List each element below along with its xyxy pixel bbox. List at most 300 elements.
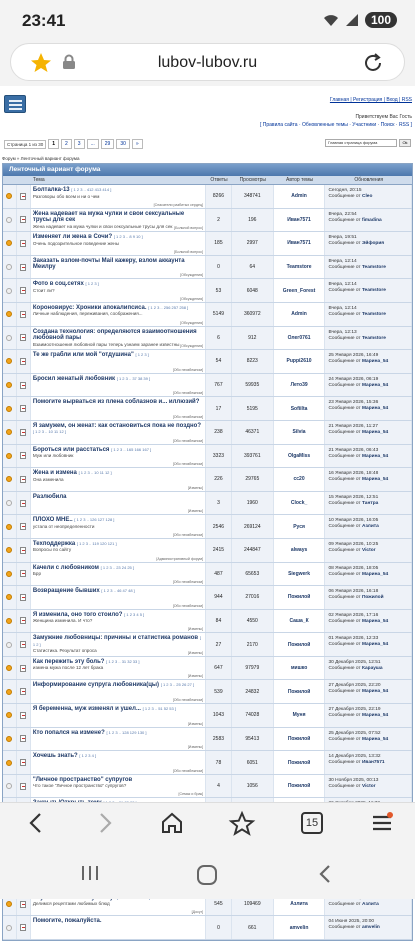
topic-category-link[interactable]: [Обо неизбежном] [172,603,204,608]
topic-status-icon [3,492,17,515]
topic-cell [31,775,206,798]
last-post-prefix: Сообщение от [328,689,361,695]
topic-type-icon [17,327,31,350]
topic-status-icon [3,657,17,680]
back-nav-icon[interactable] [316,864,334,884]
topic-title-link[interactable]: Информирование супруга любовника(цы) [32,682,160,689]
topic-type-icon [17,704,31,727]
last-post-date[interactable]: Вчера, 19:51 [328,235,357,241]
topic-views: 65653 [232,563,274,586]
table-row [3,515,412,539]
topic-views: 244847 [232,539,274,562]
col-views: Просмотры [239,177,267,183]
topic-title-link[interactable]: "Личное пространство" супругов [32,776,133,783]
last-post-prefix: Сообщение от [328,736,361,742]
topic-last-update [325,728,412,751]
topic-category-link[interactable]: [Обо неизбежном] [172,414,204,419]
topic-title-link[interactable]: Фото в соц.сетях [32,281,84,288]
topic-page-links[interactable]: [ 1 2 3 4 ] [79,753,97,759]
topic-author-link[interactable]: Саша_К [274,610,326,633]
topic-page-links[interactable]: [ 1 2 3 .. 10 11 12 ] [78,470,112,476]
topic-title-link[interactable]: Бросил женатый любовник [32,375,116,382]
page-link[interactable]: 30 [116,139,130,149]
topic-description: Женщина изменила. И что? [32,618,93,624]
table-row [3,445,412,469]
topic-type-icon [17,397,31,420]
topic-status-icon [3,633,17,656]
topic-description: устала от неопределенности [32,523,95,529]
topic-replies: 2583 [206,728,232,751]
topic-last-update [325,515,412,538]
last-post-author-link[interactable]: Азлита [361,901,379,907]
topic-title-link[interactable]: Я замужем, он женат: как остановиться пока не поздно? [32,422,201,429]
last-post-author-link[interactable]: Азлита [361,524,379,530]
topic-replies: 2415 [206,539,232,562]
topic-title-link[interactable]: Как пережить эту боль? [32,658,105,665]
topic-cell [31,421,206,444]
status-bar [0,0,415,40]
forward-icon[interactable] [92,811,116,835]
topic-category-link[interactable]: [Административный форум] [156,556,204,561]
last-post-author-link[interactable]: Марина_54 [361,453,389,459]
topic-title-link[interactable]: Техподдержка [32,540,76,547]
topic-page-links[interactable]: [ 1 2 3 .. 37 38 39 ] [116,375,151,381]
topic-type-icon [17,209,31,232]
last-post-date[interactable]: Вчера, 12:13 [328,329,357,335]
topic-type-icon [17,303,31,326]
top-nav-links[interactable]: Главная | Регистрация | Вход | RSS [329,97,412,103]
topic-page-links[interactable]: [ 1 2 3 ] [85,281,99,287]
last-post-author-link[interactable]: Марина_54 [361,382,389,388]
last-post-date[interactable]: 25 Декабря 2025, 07:52 [328,730,381,736]
topic-cell [31,185,206,208]
topic-description: Она изменила [32,476,64,482]
topic-description: Муж или любовник [32,453,74,459]
topic-views: 95413 [232,728,274,751]
url-field[interactable] [10,43,405,81]
topic-category-link[interactable]: [Обо неизбежном] [172,438,204,443]
topic-last-update [325,279,412,302]
table-row [3,209,412,233]
last-post-author-link[interactable]: Teamstore [361,264,386,270]
topic-author-link[interactable]: Clock_ [274,492,326,515]
topic-views: 393761 [232,445,274,468]
last-post-author-link[interactable]: Марина_54 [361,689,389,695]
topic-views: 6051 [232,751,274,774]
topic-replies: 84 [206,610,232,633]
topic-description: Статистика. Результат опроса [32,648,97,654]
topic-replies: 3 [206,492,232,515]
last-post-author-link[interactable]: Teamstore [361,288,386,294]
topic-cell [31,704,206,727]
last-post-author-link[interactable]: Пожилой [361,595,384,601]
breadcrumb[interactable]: Форум » Ленточный вариант форума [2,156,80,161]
topic-author-link[interactable]: Teamstore [274,256,326,279]
topic-author-link[interactable]: Руся [274,515,326,538]
topic-category-link[interactable]: [Семья и брак] [178,792,204,797]
topic-category-link[interactable]: [Обо неизбежном] [172,532,204,537]
topic-views: 1056 [232,775,274,798]
topic-cell [31,468,206,491]
topic-page-links[interactable]: [ 1 2 3 .. 31 32 33 ] [106,658,140,664]
reload-icon[interactable] [362,52,384,74]
topic-status-icon [3,751,17,774]
last-post-date[interactable]: 21 Января 2026, 06:43 [328,447,379,453]
topic-author-link[interactable]: Siegwerk [274,563,326,586]
topic-page-links[interactable]: [ 1 2 3 ] [135,352,149,358]
topic-description: Что такое "Личное пространство" супругов? [32,783,127,789]
topic-title-link[interactable]: Я беременна, муж изменял и ушел... [32,706,141,713]
topic-category-link[interactable]: [Обо неизбежном] [172,580,204,585]
topic-title-link[interactable]: Качели с любовником [32,564,99,571]
last-post-prefix: Сообщение от [328,477,361,483]
topic-author-link[interactable]: Пожилой [274,775,326,798]
topic-cell [31,374,206,397]
last-post-date[interactable]: 08 Января 2026, 18:05 [328,565,379,571]
topic-page-links[interactable]: [ 1 2 3 .. 51 52 53 ] [142,706,176,712]
last-post-author-link[interactable]: Teamstore [361,335,386,341]
topic-category-link[interactable]: [Обо неизбежном] [172,698,204,703]
table-row [3,303,412,327]
topic-author-link[interactable]: always [274,539,326,562]
topic-page-links[interactable]: [ 1 2 3 .. 165 166 167 ] [111,446,152,452]
last-post-date[interactable]: Вчера, 22:54 [328,211,357,217]
topic-title-link[interactable]: Жена и измена [32,470,77,477]
topic-category-link[interactable]: [Спасатели разбитых сердец] [153,202,204,207]
topic-category-link[interactable]: [Больной вопрос] [174,226,204,231]
topic-title-link[interactable]: Замужние любовницы: причины и статистика романов [32,635,199,642]
topic-author-link[interactable]: Пожилой [274,586,326,609]
topic-title-link[interactable]: Возвращение бывших [32,588,100,595]
topic-author-link[interactable]: Admin [274,185,326,208]
last-post-prefix: Сообщение от [328,783,361,789]
forum-title: Ленточный вариант форума [3,164,412,176]
last-post-author-link[interactable]: Тантра [361,500,379,506]
last-post-date[interactable]: Вчера, 12:14 [328,305,357,311]
topic-views: 109469 [232,893,274,916]
last-post-author-link[interactable]: Карауша [361,665,383,671]
topic-author-link[interactable]: Пожилой [274,728,326,751]
topic-page-links[interactable]: [ 1 2 3 .. 119 120 121 ] [76,540,117,546]
topic-type-icon [17,185,31,208]
topic-status-icon [3,397,17,420]
last-post-date[interactable]: 24 Января 2026, 06:19 [328,376,379,382]
last-post-author-link[interactable]: Cleo [361,194,373,199]
topic-page-links[interactable]: [ 1 2 3 .. 412 413 414 ] [71,187,112,192]
topic-status-icon [3,232,17,255]
topic-title-link[interactable]: Кто попался на измене? [32,729,105,736]
topic-title-link[interactable]: Создана технология: определяются взаимоотношения любовной пары [32,328,197,342]
last-post-prefix: Сообщение от [328,429,361,435]
topic-title-link[interactable]: ПЛОХО МНЕ.. [32,517,73,524]
topic-title-link[interactable]: Заказать взлом-почты Mail кажеру, взлом аккаунта Меилру [32,257,185,271]
greeting-text: Приветствуем Вас Гость [355,114,412,120]
topic-cell [31,279,206,302]
topic-category-link[interactable]: [Измены] [187,721,204,726]
last-post-date[interactable]: Вчера, 12:14 [328,258,357,264]
topic-author-link[interactable]: Green_Forest [274,279,326,302]
topic-replies: 487 [206,563,232,586]
table-row [3,775,412,799]
topic-author-link[interactable]: Муня [274,704,326,727]
last-post-date[interactable]: 27 Декабря 2025, 22:20 [328,683,381,689]
home-nav-icon[interactable] [196,864,218,886]
last-post-author-link[interactable]: Марина_54 [361,713,389,719]
topic-category-link[interactable]: [Больной вопрос] [174,249,204,254]
topic-views: 196 [232,209,274,232]
topic-status-icon [3,468,17,491]
signal-icon [345,13,359,27]
last-post-author-link[interactable]: Марина_54 [361,429,389,435]
topic-title-link[interactable]: Помогите вырваться из плена соблазнов и... иллюзий? [32,399,200,406]
topic-author-link[interactable]: мишко [274,657,326,680]
topic-author-link[interactable]: Silvia [274,421,326,444]
topic-status-icon [3,515,17,538]
page-info: Страница 1 из 30 [4,140,46,149]
page-link[interactable]: 2 [61,139,72,149]
topic-cell [31,657,206,680]
topic-title-link[interactable]: Помогите, пожалуйста. [32,918,102,925]
last-post-date[interactable]: Сегодня, 20:15 [328,188,362,193]
topic-last-update [325,209,412,232]
topic-author-link[interactable]: Олег0761 [274,327,326,350]
table-header [3,176,412,185]
last-post-date[interactable]: 04 Июня 2025, 20:00 [328,919,375,925]
topic-cell [31,327,206,350]
last-post-author-link[interactable]: Эйфория [361,241,385,247]
topic-category-link[interactable]: [Обсуждения] [180,273,204,278]
last-post-author-link[interactable]: Victor [361,783,376,789]
topic-page-links[interactable]: [ 1 2 3 .. 46 47 48 ] [101,588,135,594]
table-row [3,704,412,728]
topic-category-link[interactable]: [Досуг] [191,910,204,915]
tabs-button[interactable]: 15 [301,812,323,834]
next-page-link[interactable]: » [132,139,143,149]
last-post-date[interactable]: 21 Января 2026, 11:27 [328,423,378,429]
forum-jump-select[interactable]: Главная страница форума [325,139,397,147]
topic-author-link[interactable]: Азлита [274,893,326,916]
topic-title-link[interactable]: Изменяет ли жена в Сочи? [32,234,113,241]
last-post-date[interactable]: 30 Декабря 2025, 12:51 [328,659,381,665]
last-post-prefix: Сообщение от [328,264,361,270]
topic-cell [31,303,206,326]
topic-last-update [325,256,412,279]
last-post-author-link[interactable]: amvelin [361,925,380,931]
secondary-nav-links[interactable]: [ Правила сайта · Обновленные темы · Участники · Поиск · RSS ] [260,122,412,128]
topic-type-icon [17,256,31,279]
last-post-date[interactable]: 09 Января 2026, 10:25 [328,541,379,547]
page-link[interactable]: 3 [74,139,85,149]
menu-icon[interactable] [370,811,394,835]
forum-jump-button[interactable]: Ok [399,139,411,147]
topic-status-icon [3,256,17,279]
topic-page-links[interactable]: [ 1 2 3 4 5 ] [124,611,145,617]
topic-views: 5195 [232,397,274,420]
last-post-date[interactable]: 30 Ноября 2025, 00:13 [328,777,379,783]
topic-category-link[interactable]: [Измены] [187,674,204,679]
topic-last-update [325,775,412,798]
topic-page-links[interactable]: [ 1 2 3 .. 23 24 25 ] [100,564,134,570]
topic-category-link[interactable]: [Измены] [187,509,204,514]
last-post-date[interactable]: 10 Января 2026, 16:05 [328,518,379,524]
last-post-prefix: Сообщение от [328,665,361,671]
table-row [3,728,412,752]
topic-title-link[interactable]: Я изменила, оно того стоило? [32,611,123,618]
topic-title-link[interactable]: Разлюбила [32,493,67,500]
topic-description: Разговоры обо всем и ни о чем [32,193,100,199]
page-link[interactable]: ... [87,139,99,149]
topic-category-link[interactable]: [Обсуждения] [180,296,204,301]
topic-title-link[interactable]: Жена надевает на мужа чулки и свои сексуальные трусы для сек [32,210,185,224]
last-post-author-link[interactable]: fimadina [361,217,382,223]
topic-category-link[interactable]: [Обсуждения] [180,320,204,325]
last-post-prefix: Сообщение от [328,618,361,624]
last-post-date[interactable]: 23 Января 2026, 15:36 [328,400,379,406]
topic-replies: 185 [206,232,232,255]
topic-page-links[interactable]: [ 1 2 3 .. 256 257 258 ] [148,304,189,310]
table-row [3,610,412,634]
last-post-author-link[interactable]: Марина_54 [361,618,389,624]
topic-author-link[interactable]: Puppi2610 [274,350,326,373]
table-row [3,751,412,775]
last-post-date[interactable]: 02 Января 2026, 17:16 [328,612,379,618]
topic-cell [31,728,206,751]
last-post-prefix: Сообщение от [328,901,361,907]
topic-author-link[interactable]: OlgaMiss [274,445,326,468]
topic-replies: 238 [206,421,232,444]
topic-category-link[interactable]: [Измены] [187,485,204,490]
topic-title-link[interactable]: Короновирус: Хроники апокалипсиса. [32,304,147,311]
page-link[interactable]: 29 [101,139,115,149]
topic-author-link[interactable]: Лето39 [274,374,326,397]
topic-category-link[interactable]: [Обо неизбежном] [172,391,204,396]
last-post-author-link[interactable]: Марина_54 [361,736,389,742]
topic-last-update [325,303,412,326]
topic-category-link[interactable]: [Измены] [187,650,204,655]
topic-type-icon [17,916,31,939]
table-row [3,586,412,610]
page-link[interactable]: 1 [48,139,59,149]
topic-category-link[interactable]: [Обо неизбежном] [172,768,204,773]
last-post-date[interactable]: 01 Января 2026, 12:33 [328,636,379,642]
col-updates: Обновления [354,177,384,183]
last-post-date[interactable]: 14 Декабря 2025, 13:32 [328,754,381,760]
topic-author-link[interactable]: cc20 [274,468,326,491]
topic-description: Делимся рецептами любимых блюд [32,901,110,907]
last-post-prefix: Сообщение от [328,359,361,365]
recent-apps-icon[interactable] [80,864,100,882]
topic-page-links[interactable]: [ 1 2 3 .. 10 11 12 ] [32,429,66,435]
last-post-author-link[interactable]: Марина_54 [361,477,389,483]
topic-title-link[interactable]: Те же грабли или мой "отдушина" [32,352,134,359]
topic-last-update [325,445,412,468]
system-nav-bar [0,845,415,899]
topic-status-icon [3,350,17,373]
topic-description: Взаимоотношения любовной пары теперь узнаем заранее известны [32,341,180,347]
home-icon[interactable] [160,811,184,835]
topic-cell [31,586,206,609]
last-post-date[interactable]: 06 Января 2026, 16:18 [328,589,379,595]
topic-author-link[interactable]: Иван7571 [274,232,326,255]
last-post-author-link[interactable]: Иван7571 [361,760,385,766]
last-post-prefix: Сообщение от [328,288,361,294]
topic-author-link[interactable]: Пожилой [274,751,326,774]
topic-type-icon [17,421,31,444]
topic-views: 46371 [232,421,274,444]
topic-page-links[interactable]: [ 1 2 3 .. 128 129 130 ] [106,729,147,735]
site-menu-logo[interactable] [4,95,26,113]
topic-page-links[interactable]: [ 1 2 3 .. 25 26 27 ] [160,682,195,688]
topic-views: 74028 [232,704,274,727]
col-author: Автор темы [286,177,314,183]
topic-last-update [325,374,412,397]
forum-jump [325,139,411,147]
topic-category-link[interactable]: [Обо неизбежном] [172,462,204,467]
topic-page-links[interactable]: [ 1 2 3 .. 126 127 128 ] [74,517,115,523]
battery-icon: 100 [365,12,397,28]
last-post-author-link[interactable]: Марина_54 [361,571,389,577]
last-post-date[interactable]: 15 Января 2026, 12:51 [328,494,379,500]
topic-last-update [325,468,412,491]
topic-title-link[interactable]: Хочешь знать? [32,753,78,760]
last-post-date[interactable]: Вчера, 12:14 [328,282,357,288]
topic-type-icon [17,445,31,468]
topic-title-link[interactable]: Болталка-13 [32,187,70,193]
topic-last-update [325,185,412,208]
topic-author-link[interactable]: Admin [274,303,326,326]
last-post-author-link[interactable]: Марина_54 [361,406,389,412]
topic-page-links[interactable]: [ 1 2 3 .. 8 9 10 ] [113,234,143,240]
last-post-date[interactable]: 25 Января 2026, 16:49 [328,353,379,359]
topic-last-update [325,680,412,703]
last-post-date[interactable]: 16 Января 2026, 18:48 [328,471,379,477]
last-post-author-link[interactable]: Teamstore [361,311,386,317]
topic-last-update [325,751,412,774]
topic-category-link[interactable]: [Обсуждения] [180,344,204,349]
bookmarks-icon[interactable] [229,811,255,837]
table-row [3,279,412,303]
topic-cell [31,539,206,562]
table-row [3,916,412,940]
topic-replies: 17 [206,397,232,420]
topic-category-link[interactable]: [Обо неизбежном] [172,367,204,372]
topic-author-link[interactable]: Пожилой [274,633,326,656]
topic-page-links[interactable]: [ 1 2 ] [32,635,201,647]
last-post-author-link[interactable]: Марина_54 [361,359,389,365]
topic-title-link[interactable]: Бороться или расстаться [32,446,110,453]
table-row [3,680,412,704]
last-post-prefix: Сообщение от [328,335,361,341]
topic-views: 2997 [232,232,274,255]
topic-author-link[interactable]: Иван7571 [274,209,326,232]
topic-status-icon [3,303,17,326]
topic-author-link[interactable]: amvelin [274,916,326,939]
topic-last-update [325,492,412,515]
topic-replies: 3323 [206,445,232,468]
last-post-author-link[interactable]: Марина_54 [361,642,389,648]
topic-author-link[interactable]: Sofiilta [274,397,326,420]
topic-category-link[interactable]: [Измены] [187,627,204,632]
topic-replies: 545 [206,893,232,916]
last-post-date[interactable]: 27 Декабря 2025, 22:19 [328,707,381,713]
table-row [3,657,412,681]
last-post-prefix: Сообщение от [328,194,361,199]
last-post-author-link[interactable]: Victor [361,547,376,553]
topic-category-link[interactable]: [Измены] [187,745,204,750]
topic-author-link[interactable]: Пожилой [274,680,326,703]
topic-type-icon [17,610,31,633]
back-icon[interactable] [25,811,49,835]
